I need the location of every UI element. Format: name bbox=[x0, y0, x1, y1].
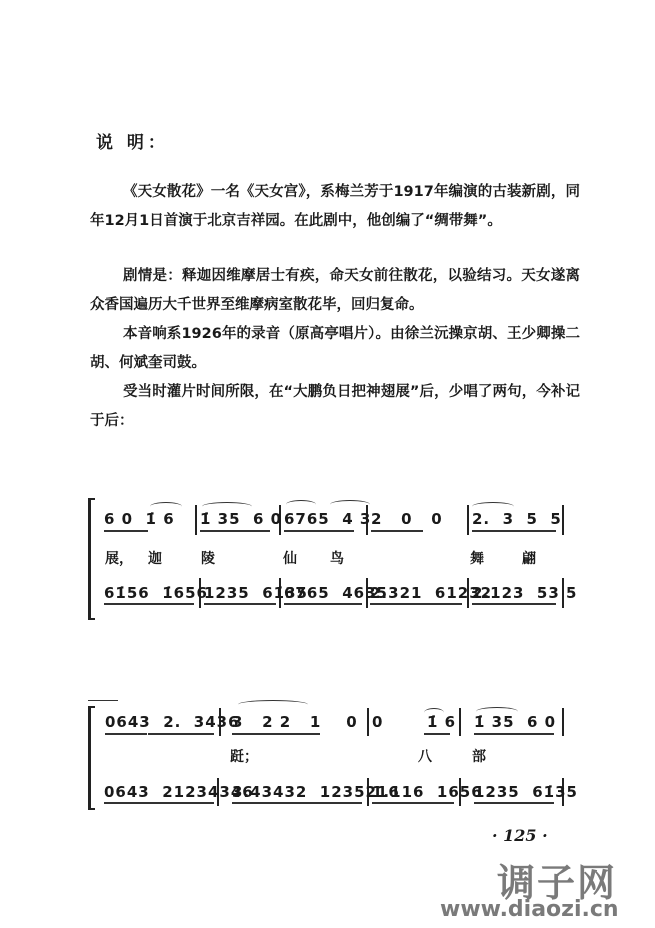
underline bbox=[232, 802, 362, 804]
vocal-measure: 6765 4 3 bbox=[284, 510, 372, 528]
bar-line bbox=[195, 505, 197, 535]
vocal-measure: 1̇ 35 6 0 bbox=[474, 713, 557, 731]
paragraph-intro: 《天女散花》一名《天女宫》，系梅兰芳于1917年编演的古装新剧，同年12月1日首演于北京吉祥园。在此剧中，他创编了“绸带舞”。 bbox=[90, 184, 580, 229]
lyric: 部 bbox=[472, 749, 486, 765]
lyric: 陵 bbox=[201, 551, 215, 567]
bar-line bbox=[459, 708, 461, 736]
underline bbox=[232, 733, 320, 735]
page-number: · 125 · bbox=[492, 826, 548, 845]
lyric: 仙 bbox=[283, 551, 297, 567]
underline bbox=[148, 733, 214, 735]
vocal-measure: 3 2 2 1 0 bbox=[232, 713, 358, 731]
underline bbox=[474, 733, 554, 735]
lyric: 翩 bbox=[522, 551, 536, 567]
underline bbox=[370, 603, 462, 605]
underline bbox=[424, 733, 450, 735]
underline bbox=[204, 603, 276, 605]
underline bbox=[105, 733, 147, 735]
accomp-measure: 0643 21234346 bbox=[104, 783, 254, 801]
lyric: 鸟 bbox=[330, 551, 344, 567]
accomp-measure: 1235 61̇35 bbox=[204, 584, 308, 602]
underline bbox=[284, 530, 354, 532]
heading: 说 明： bbox=[96, 133, 169, 153]
underline bbox=[104, 530, 148, 532]
slur bbox=[472, 502, 514, 511]
bar-line bbox=[467, 505, 469, 535]
vocal-measure: 0 1̇ 6 bbox=[372, 713, 457, 731]
watermark-url: www.diaozi.cn bbox=[440, 897, 619, 922]
underline bbox=[472, 603, 556, 605]
slur bbox=[286, 500, 316, 509]
paragraph-recording: 本音响系1926年的录音（原高亭唱片）。由徐兰沅操京胡、王少卿操二胡、何斌奎司鼓。 bbox=[90, 326, 580, 371]
vocal-measure: 2 0 0 bbox=[371, 510, 443, 528]
bar-line bbox=[367, 708, 369, 736]
watermark-title: 调子网 bbox=[497, 861, 618, 905]
underline bbox=[284, 603, 362, 605]
slur bbox=[424, 708, 444, 717]
bar-line bbox=[562, 505, 564, 535]
lyric: 八 bbox=[418, 749, 432, 765]
bar-line bbox=[562, 708, 564, 736]
paragraph-plot: 剧情是：释迦因维摩居士有疾，命天女前往散花，以验结习。天女遂离众香国遍历大千世界至维摩病室散花毕，回归复命。 bbox=[90, 268, 580, 313]
lyric: 迦 bbox=[148, 551, 162, 567]
vocal-measure: 6 0 1̇ 6 bbox=[104, 510, 175, 528]
tie-continuation bbox=[88, 700, 118, 703]
underline bbox=[474, 802, 554, 804]
underline bbox=[104, 603, 194, 605]
slur bbox=[476, 707, 518, 716]
lyric: 跹； bbox=[230, 749, 258, 765]
system-brace bbox=[88, 706, 95, 810]
vocal-measure: 1̇ 35 6 0 bbox=[200, 510, 283, 528]
slur bbox=[202, 502, 252, 511]
paragraph-note: 受当时灌片时间所限，在“大鹏负日把神翅展”后，少唱了两句，今补记于后： bbox=[90, 384, 580, 429]
lyric: 展， bbox=[105, 551, 133, 567]
accomp-measure: 3.43432 1235216 bbox=[232, 783, 400, 801]
slur bbox=[150, 502, 182, 511]
accomp-measure: 2.321 61232 bbox=[370, 584, 493, 602]
underline bbox=[104, 802, 214, 804]
underline bbox=[472, 530, 556, 532]
vocal-measure: 0643 2. 3436 bbox=[105, 713, 240, 731]
underline bbox=[200, 530, 270, 532]
accomp-measure: 1.116 1656 bbox=[372, 783, 483, 801]
accomp-measure: 6765 4635 bbox=[284, 584, 388, 602]
underline bbox=[372, 802, 454, 804]
underline bbox=[371, 530, 423, 532]
accomp-measure: 61̇56 1̇656 bbox=[104, 584, 208, 602]
slur bbox=[330, 500, 370, 509]
lyric: 舞 bbox=[470, 551, 484, 567]
accomp-measure: 1235 61̇35 bbox=[474, 783, 578, 801]
system-brace bbox=[88, 498, 95, 620]
slur bbox=[238, 700, 308, 709]
accomp-measure: 2.123 53 5 bbox=[472, 584, 578, 602]
vocal-measure: 2. 3 5 5 bbox=[472, 510, 562, 528]
